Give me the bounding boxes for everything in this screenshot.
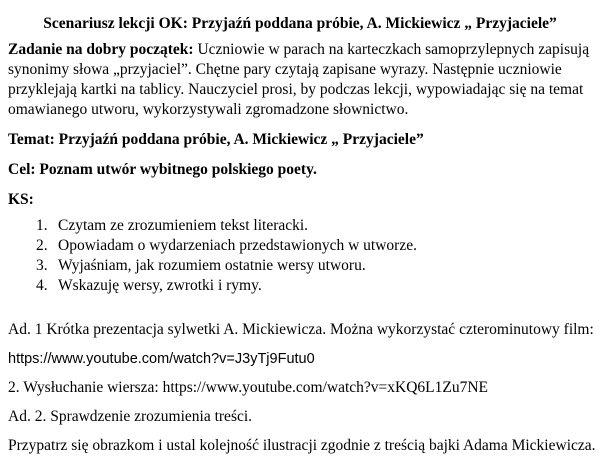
video-link-1[interactable]: https://www.youtube.com/watch?v=J3yTj9Futu0 <box>8 351 315 367</box>
ks-item: 3. Wyjaśniam, jak rozumiem ostatnie wersy utworu. <box>36 257 366 274</box>
step-3: Ad. 2. Sprawdzenie zrozumienia treści. <box>8 408 253 425</box>
intro-line-4: omawianego utworu, wykorzystywali zgromadzone słownictwo. <box>8 101 409 118</box>
intro-line-1 <box>8 40 589 60</box>
ks-item: 2. Opowiadam o wydarzeniach przedstawionych w utworze. <box>36 237 417 254</box>
ks-item: 4. Wskazuję wersy, zwrotki i rymy. <box>36 277 262 294</box>
step-2: 2. Wysłuchanie wiersza: https://www.youtube.com/watch?v=xKQ6L1Zu7NE <box>8 379 489 396</box>
lesson-topic: Temat: Przyjaźń poddana próbie, A. Mickiewicz „ Przyjaciele” <box>8 131 424 148</box>
intro-line-2: synonimy słowa „przyjaciel”. Chętne pary czytają zapisane wyrazy. Następnie uczniowie <box>8 61 562 78</box>
lesson-goal: Cel: Poznam utwór wybitnego polskiego poety. <box>8 161 317 178</box>
ks-item: 1. Czytam ze zrozumieniem tekst literacki. <box>36 217 309 234</box>
ks-heading: KS: <box>8 191 34 208</box>
step-4: Przypatrz się obrazkom i ustal kolejność ilustracji zgodnie z treścią bajki Adama Mickiewicza. <box>8 437 596 454</box>
intro-text-1: Uczniowie w parach na karteczkach samoprzylepnych zapisują <box>193 41 590 58</box>
document-title: Scenariusz lekcji OK: Przyjaźń poddana próbie, A. Mickiewicz „ Przyjaciele” <box>43 15 557 32</box>
ks-list <box>36 216 417 296</box>
intro-label: Zadanie na dobry początek: <box>8 41 194 58</box>
step-1: Ad. 1 Krótka prezentacja sylwetki A. Mickiewicza. Można wykorzystać czterominutowy film: <box>8 321 594 338</box>
intro-line-3: przyklejają kartki na tablicy. Nauczyciel prosi, by podczas lekcji, wypowiadając się na temat <box>8 81 584 98</box>
